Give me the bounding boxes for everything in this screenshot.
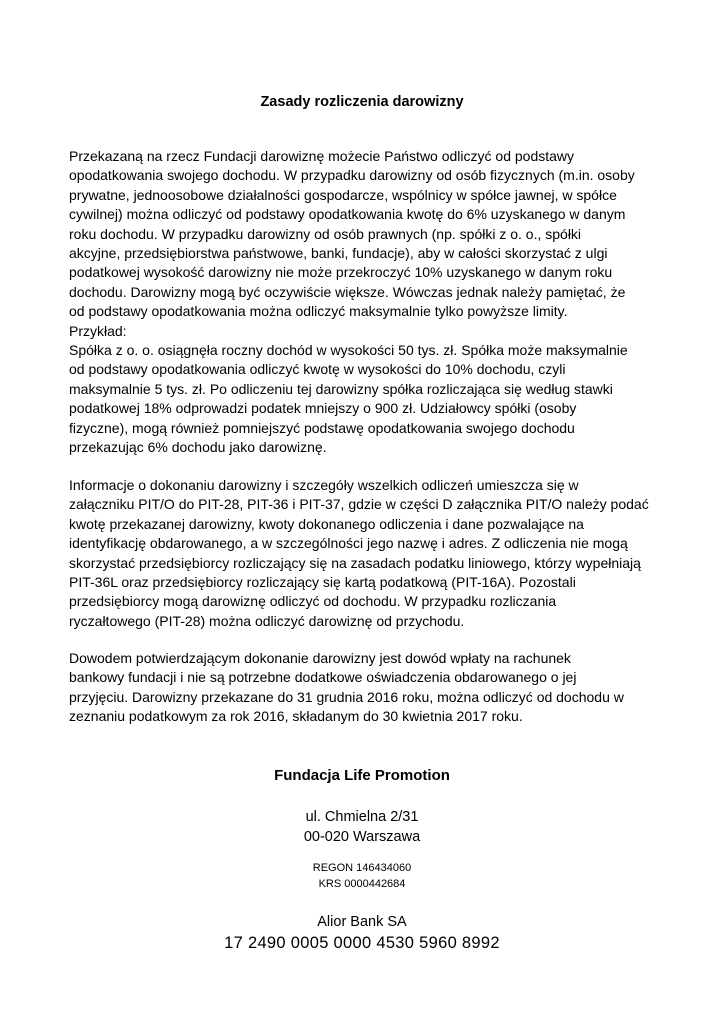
text-line: cywilnej) można odliczyć od podstawy opodatkowania kwotę do 6% uzyskanego w danym [69, 206, 626, 223]
text-line: dochodu. Darowizny mogą być oczywiście większe. Wówczas jednak należy pamiętać, że [69, 283, 626, 300]
paragraph-pit-attachment-info [69, 476, 655, 631]
text-line: podatkowej 18% odprowadzi podatek mniejszy o 900 zł. Udziałowcy spółki (osoby [69, 400, 577, 417]
regon-number: REGON 146434060 [312, 862, 412, 874]
text-line: podatkowej wysokość darowizny nie może przekroczyć 10% uzyskanego w danym roku [69, 264, 613, 281]
text-line: załączniku PIT/O do PIT-28, PIT-36 i PIT-37, gdzie w części D załącznika PIT/O należy podać [69, 496, 649, 513]
text-line: przekazując 6% dochodu jako darowiznę. [69, 439, 327, 456]
address-city: 00-020 Warszawa [303, 828, 421, 845]
bank-account-number: 17 2490 0005 0000 4530 5960 8992 [224, 934, 500, 952]
text-line: opodatkowania swojego dochodu. W przypadku darowizny od osób fizycznych (m.in. osoby [69, 167, 635, 184]
text-line: Informacje o dokonaniu darowizny i szczegóły wszelkich odliczeń umieszcza się w [69, 477, 579, 493]
text-line: przyjęciu. Darowizny przekazane do 31 grudnia 2016 roku, można odliczyć od dochodu w [69, 688, 624, 705]
address-street: ul. Chmielna 2/31 [305, 809, 419, 825]
text-line: prywatne, jednoosobowe działalności gospodarcze, wspólnicy w spółce jawnej, w spółce [69, 186, 617, 203]
text-line: Przekazaną na rzecz Fundacji darowiznę możecie Państwo odliczyć od podstawy [69, 148, 575, 164]
text-line: Dowodem potwierdzającym dokonanie darowizny jest dowód wpłaty na rachunek [69, 650, 571, 666]
text-line: od podstawy opodatkowania można odliczyć maksymalnie tylko powyższe limity. [69, 303, 568, 320]
text-line: identyfikację obdarowanego, a w szczególności jego nazwę i adres. Z odliczenia nie mogą [69, 535, 628, 552]
text-line: od podstawy opodatkowania odliczyć kwotę w wysokości do 10% dochodu, czyli [69, 361, 566, 378]
example-label: Przykład: [69, 322, 127, 339]
krs-number: KRS 0000442684 [318, 878, 406, 890]
text-line: przedsiębiorcy mogą darowiznę odliczyć od dochodu. W przypadku rozliczania [69, 593, 557, 610]
text-line: PIT-36L oraz przedsiębiorcy rozliczający się kartą podatkową (PIT-16A). Pozostali [69, 574, 576, 591]
text-line: Spółka z o. o. osiągnęła roczny dochód w wysokości 50 tys. zł. Spółka może maksymalnie [69, 342, 628, 359]
organization-address [0, 808, 724, 847]
text-line: akcyjne, przedsiębiorstwa państwowe, banki, fundacje), aby w całości skorzystać z ulgi [69, 245, 608, 262]
paragraph-tax-deduction-rules [69, 147, 655, 458]
organization-registry-ids [0, 860, 724, 892]
organization-name: Fundacja Life Promotion [274, 767, 450, 784]
text-line: skorzystać przedsiębiorcy rozliczający się na zasadach podatku liniowego, którzy wypełniają [69, 554, 641, 571]
document-title: Zasady rozliczenia darowizny [260, 94, 464, 110]
text-line: zeznaniu podatkowym za rok 2016, składanym do 30 kwietnia 2017 roku. [69, 708, 523, 725]
text-line: kwotę przekazanej darowizny, kwoty dokonanego odliczenia i dane pozwalające na [69, 515, 584, 532]
text-line: roku dochodu. W przypadku darowizny od osób prawnych (np. spółki z o. o., spółki [69, 225, 582, 242]
text-line: maksymalnie 5 tys. zł. Po odliczeniu tej darowizny spółka rozliczająca się według stawki [69, 380, 613, 397]
text-line: ryczałtowego (PIT-28) można odliczyć darowiznę od przychodu. [69, 612, 465, 629]
bank-name: Alior Bank SA [317, 914, 407, 930]
text-line: bankowy fundacji i nie są potrzebne dodatkowe oświadczenia obdarowanego o jej [69, 669, 577, 686]
paragraph-proof-of-donation [69, 649, 655, 727]
text-line: fizyczne), mogą również pomniejszyć podstawę opodatkowania swojego dochodu [69, 419, 575, 436]
